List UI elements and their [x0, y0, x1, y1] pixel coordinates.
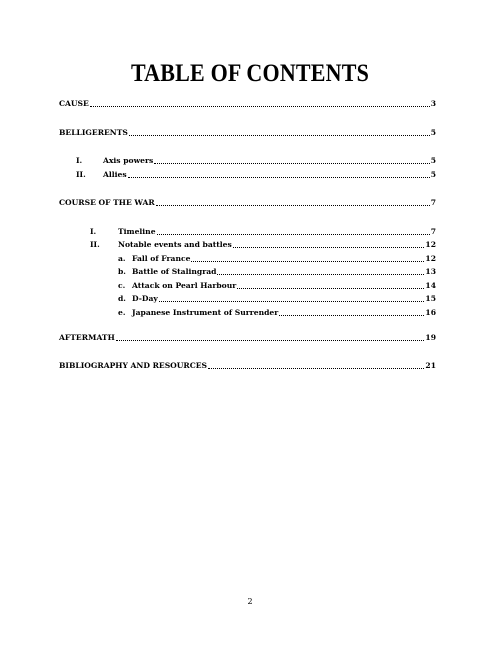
leader-dots — [157, 227, 430, 235]
toc-page-number: 7 — [430, 198, 436, 207]
toc-page-number: 5 — [430, 170, 436, 179]
toc-number: d. — [118, 294, 126, 303]
toc-page-number: 5 — [430, 156, 436, 165]
leader-dots — [208, 361, 424, 369]
toc-page-number: 13 — [425, 267, 436, 276]
toc-label: CAUSE — [59, 99, 89, 108]
toc-label: Notable events and battles — [118, 240, 232, 249]
leader-dots — [237, 281, 424, 289]
toc-entry-attack-on-pearl-harbour[interactable] — [118, 281, 436, 291]
leader-dots — [191, 254, 424, 262]
toc-label: BELLIGERENTS — [59, 128, 128, 137]
leader-dots — [116, 333, 425, 341]
toc-number: e. — [118, 308, 126, 317]
toc-page-number: 16 — [425, 308, 436, 317]
toc-entry-cause[interactable] — [59, 99, 436, 109]
page-title: TABLE OF CONTENTS — [130, 58, 370, 87]
toc-page-number: 14 — [425, 281, 436, 290]
toc-page-number: 21 — [425, 361, 436, 370]
toc-label: Fall of France — [132, 254, 191, 263]
toc-page-number: 5 — [430, 128, 436, 137]
toc-entry-allies[interactable] — [76, 170, 436, 180]
toc-label: BIBLIOGRAPHY AND RESOURCES — [59, 361, 208, 370]
toc-entry-timeline[interactable] — [90, 227, 436, 237]
toc-number: I. — [76, 156, 83, 165]
leader-dots — [279, 308, 424, 316]
toc-entry-fall-of-france[interactable] — [118, 254, 436, 264]
toc-label: Battle of Stalingrad — [132, 267, 217, 276]
toc-entry-notable-events[interactable] — [90, 240, 436, 250]
leader-dots — [90, 99, 430, 107]
toc-entry-course-of-the-war[interactable] — [59, 198, 436, 208]
toc-label: Allies — [103, 170, 127, 179]
toc-label: Attack on Pearl Harbour — [132, 281, 237, 290]
toc-number: II. — [76, 170, 86, 179]
toc-number: c. — [118, 281, 126, 290]
toc-page-number: 3 — [430, 99, 436, 108]
leader-dots — [128, 170, 430, 178]
leader-dots — [217, 267, 424, 275]
leader-dots — [233, 240, 425, 248]
toc-entry-bibliography-and-resources[interactable] — [59, 361, 436, 371]
toc-label: COURSE OF THE WAR — [59, 198, 155, 207]
toc-label: Axis powers — [103, 156, 154, 165]
toc-page-number: 19 — [425, 333, 436, 342]
toc-entry-japanese-instrument-of-surrender[interactable] — [118, 308, 436, 318]
toc-label: Japanese Instrument of Surrender — [132, 308, 279, 317]
toc-label: AFTERMATH — [59, 333, 115, 342]
toc-label: D-Day — [132, 294, 158, 303]
toc-entry-battle-of-stalingrad[interactable] — [118, 267, 436, 277]
toc-entry-axis-powers[interactable] — [76, 156, 436, 166]
leader-dots — [156, 198, 430, 206]
toc-label: Timeline — [118, 227, 156, 236]
toc-page-number: 12 — [425, 254, 436, 263]
page-number: 2 — [247, 597, 253, 606]
leader-dots — [159, 294, 425, 302]
toc-number: II. — [90, 240, 100, 249]
toc-page-number: 7 — [430, 227, 436, 236]
toc-page-number: 15 — [425, 294, 436, 303]
leader-dots — [154, 156, 429, 164]
toc-entry-d-day[interactable] — [118, 294, 436, 304]
toc-number: b. — [118, 267, 126, 276]
toc-entry-aftermath[interactable] — [59, 333, 436, 343]
toc-entry-belligerents[interactable] — [59, 128, 436, 138]
toc-page-number: 12 — [425, 240, 436, 249]
toc-number: I. — [90, 227, 97, 236]
leader-dots — [129, 128, 430, 136]
toc-number: a. — [118, 254, 126, 263]
